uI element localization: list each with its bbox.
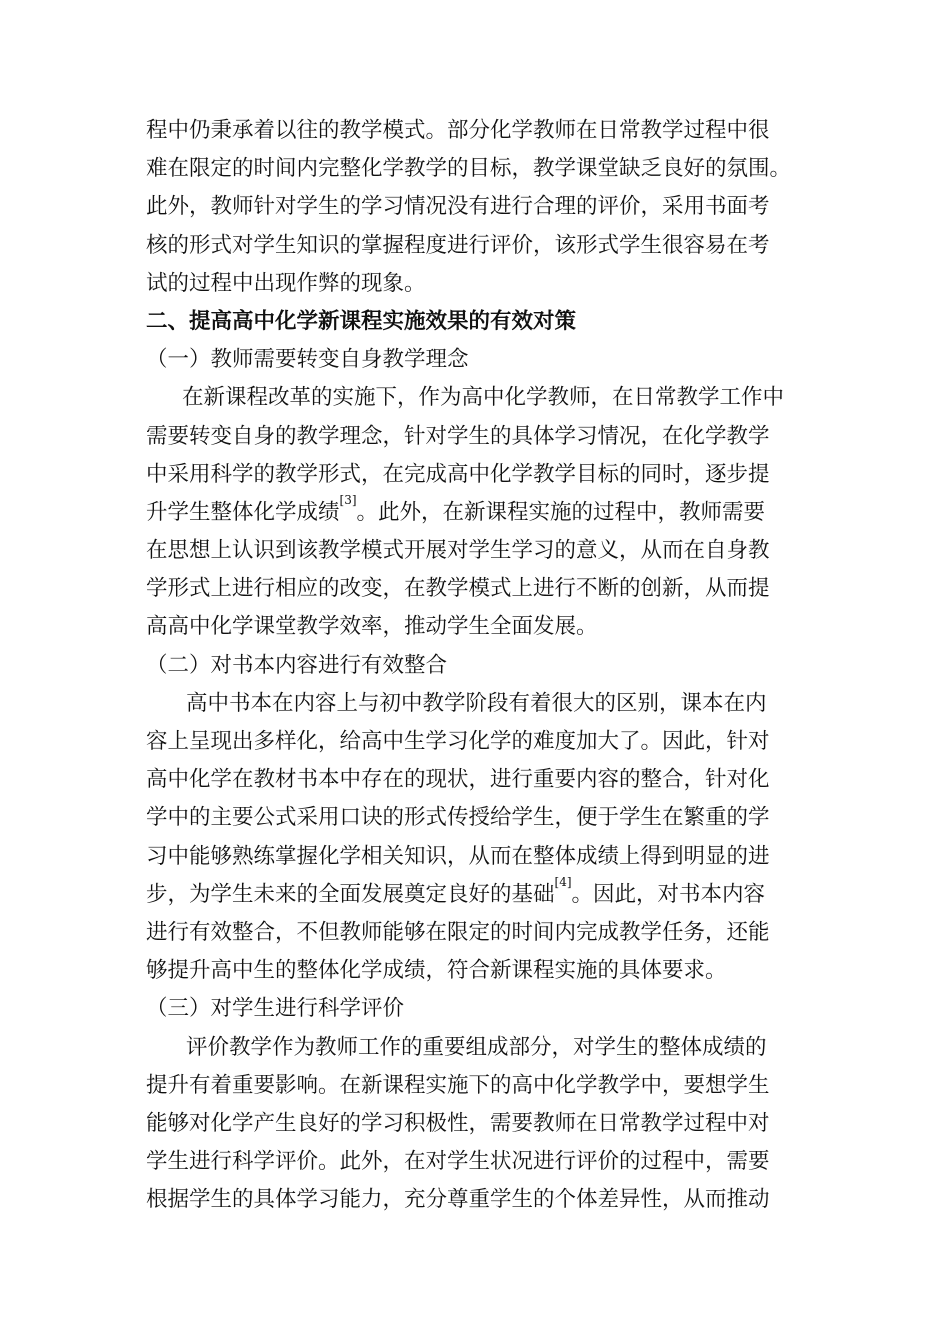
text-line [146, 494, 816, 532]
text-line [146, 456, 816, 494]
line-text: 在新课程改革的实施下，作为高中化学教师，在日常教学工作中 [182, 385, 785, 411]
line-text: 此外，教师针对学生的学习情况没有进行合理的评价，采用书面考 [146, 194, 770, 220]
text-line [146, 150, 816, 188]
line-text: 二、提高高中化学新课程实施效果的有效对策 [146, 308, 577, 334]
line-text: 在思想上认识到该教学模式开展对学生学习的意义，从而在自身教 [146, 538, 770, 564]
text-line [146, 227, 816, 265]
text-line [146, 799, 816, 837]
line-text: 高高中化学课堂教学效率，推动学生全面发展。 [146, 614, 598, 640]
text-line [146, 265, 816, 303]
line-text: 根据学生的具体学习能力，充分尊重学生的个体差异性，从而推动 [146, 1187, 770, 1213]
text-line [146, 112, 816, 150]
text-line [146, 608, 816, 646]
line-text: 能够对化学产生良好的学习积极性，需要教师在日常教学过程中对 [146, 1110, 770, 1136]
document-page [146, 112, 816, 1219]
citation-marker: [4] [554, 874, 572, 889]
line-text: 容上呈现出多样化，给高中生学习化学的难度加大了。因此，针对 [146, 729, 770, 754]
text-line [146, 761, 816, 799]
line-text: 试的过程中出现作弊的现象。 [146, 270, 426, 296]
text-line [146, 570, 816, 608]
text-line [146, 914, 816, 952]
line-text: 进行有效整合，不但教师能够在限定的时间内完成教学任务，还能 [146, 919, 770, 945]
text-line [146, 952, 816, 990]
line-text-after-citation: 。因此，对书本内容 [571, 881, 766, 907]
text-line [146, 1105, 816, 1143]
line-text: 学中的主要公式采用口诀的形式传授给学生，便于学生在繁重的学 [146, 805, 770, 831]
text-line [146, 1067, 816, 1105]
text-line [146, 379, 816, 417]
line-text: 评价教学作为教师工作的重要组成部分，对学生的整体成绩的 [186, 1034, 767, 1060]
line-text: 核的形式对学生知识的掌握程度进行评价，该形式学生很容易在考 [146, 232, 770, 258]
line-text: 高中书本在内容上与初中教学阶段有着很大的区别，课本在内 [186, 690, 767, 716]
line-text: 够提升高中生的整体化学成绩，符合新课程实施的具体要求。 [146, 958, 727, 984]
section-heading [146, 303, 816, 341]
subsection-heading [146, 341, 816, 379]
text-line [146, 876, 816, 914]
text-line [146, 1143, 816, 1181]
line-text: 学形式上进行相应的改变，在教学模式上进行不断的创新，从而提 [146, 576, 770, 602]
line-text: 升学生整体化学成绩 [146, 499, 340, 525]
text-line [146, 418, 816, 456]
line-text: （三）对学生进行科学评价 [146, 996, 405, 1022]
line-text: 程中仍秉承着以往的教学模式。部分化学教师在日常教学过程中很 [146, 118, 770, 143]
text-line [146, 1029, 816, 1067]
line-text: （一）教师需要转变自身教学理念 [146, 347, 469, 373]
text-line [146, 188, 816, 226]
subsection-heading [146, 647, 816, 685]
line-text: 难在限定的时间内完整化学教学的目标，教学课堂缺乏良好的氛围。 [146, 156, 792, 182]
line-text: （二）对书本内容进行有效整合 [146, 652, 448, 678]
text-line [146, 838, 816, 876]
line-text: 学生进行科学评价。此外，在对学生状况进行评价的过程中，需要 [146, 1149, 770, 1175]
text-line [146, 723, 816, 761]
line-text: 步，为学生未来的全面发展奠定良好的基础 [146, 881, 555, 907]
text-line [146, 532, 816, 570]
line-text-after-citation: 。此外，在新课程实施的过程中，教师需要 [356, 499, 766, 525]
line-text: 中采用科学的教学形式，在完成高中化学教学目标的同时，逐步提 [146, 461, 770, 487]
citation-marker: [3] [339, 492, 357, 507]
text-line [146, 1181, 816, 1219]
text-line [146, 685, 816, 723]
line-text: 高中化学在教材书本中存在的现状，进行重要内容的整合，针对化 [146, 767, 770, 793]
subsection-heading [146, 990, 816, 1028]
line-text: 习中能够熟练掌握化学相关知识，从而在整体成绩上得到明显的进 [146, 843, 770, 869]
line-text: 需要转变自身的教学理念，针对学生的具体学习情况，在化学教学 [146, 423, 770, 449]
line-text: 提升有着重要影响。在新课程实施下的高中化学教学中，要想学生 [146, 1072, 770, 1098]
